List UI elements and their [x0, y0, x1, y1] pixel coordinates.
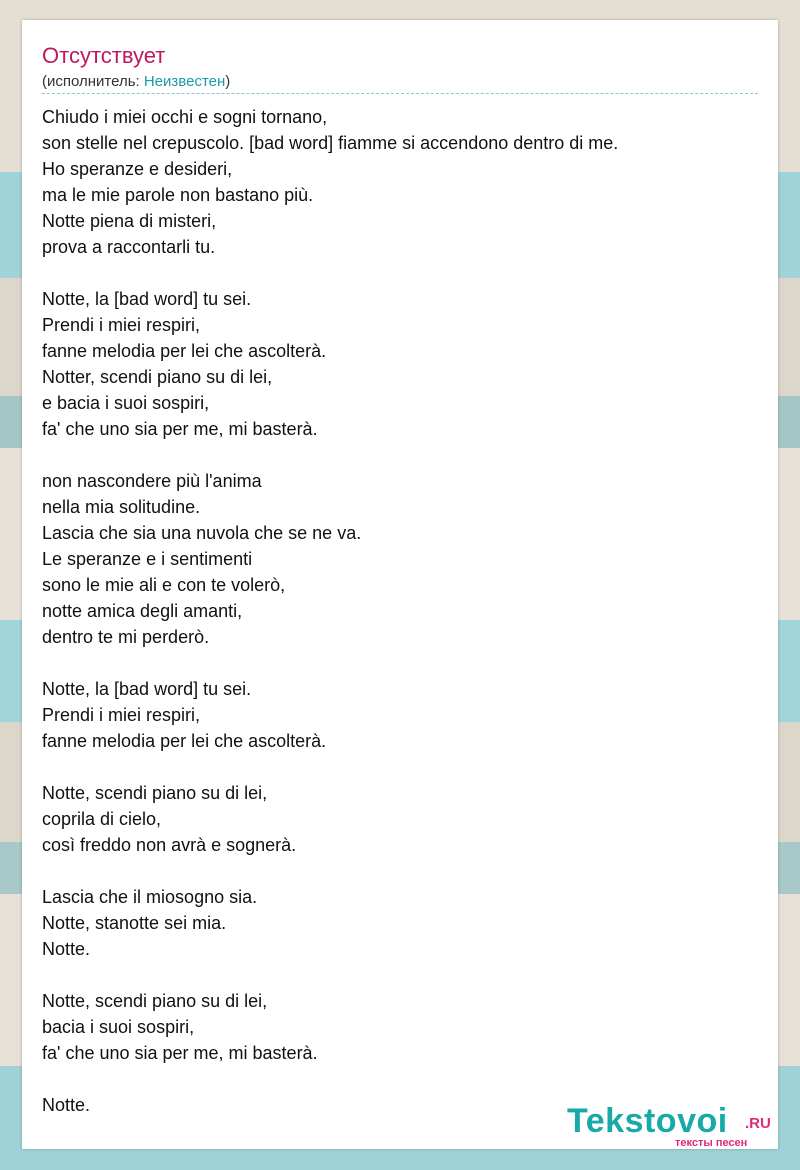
lyric-line: Notte, stanotte sei mia.	[42, 913, 227, 933]
artist-line	[42, 72, 230, 92]
lyric-line: Lascia che sia una nuvola che se ne va.	[42, 523, 362, 543]
lyric-line: Notte, la [bad word] tu sei.	[42, 289, 252, 309]
lyrics-stanza	[42, 988, 758, 1066]
lyric-line: Notte, la [bad word] tu sei.	[42, 679, 252, 699]
lyric-line: ma le mie parole non bastano più.	[42, 185, 314, 205]
lyric-line: Le speranze e i sentimenti	[42, 549, 253, 569]
lyric-line: e bacia i suoi sospiri,	[42, 393, 210, 413]
lyric-line: fanne melodia per lei che ascolterà.	[42, 731, 327, 751]
artist-link[interactable]: Неизвестен	[143, 73, 226, 90]
lyrics-stanza	[42, 104, 758, 260]
lyric-line: nella mia solitudine.	[42, 497, 201, 517]
lyric-line: notte amica degli amanti,	[42, 601, 243, 621]
lyric-line: son stelle nel crepuscolo. [bad word] fiamme si accendono dentro di me.	[42, 133, 619, 153]
lyric-line: non nascondere più l'anima	[42, 471, 262, 491]
lyric-line: Prendi i miei respiri,	[42, 315, 201, 335]
lyric-line: fanne melodia per lei che ascolterà.	[42, 341, 327, 361]
lyric-line: Notte.	[42, 1095, 91, 1115]
lyrics-stanza	[42, 468, 758, 650]
brand-name: Tekstovoi	[567, 1102, 728, 1140]
lyric-line: Notte.	[42, 939, 91, 959]
lyric-line: Ho speranze e desideri,	[42, 159, 233, 179]
lyric-line: Notte, scendi piano su di lei,	[42, 991, 268, 1011]
brand-logo[interactable]	[567, 1102, 777, 1148]
lyric-line: Lascia che il miosogno sia.	[42, 887, 258, 907]
song-title: Отсутствует	[42, 43, 166, 68]
lyric-line: coprila di cielo,	[42, 809, 162, 829]
title-divider	[42, 93, 758, 94]
lyric-line: prova a raccontarli tu.	[42, 237, 216, 257]
lyric-line: fa' che uno sia per me, mi basterà.	[42, 419, 318, 439]
lyrics-stanza	[42, 676, 758, 754]
lyrics-stanza	[42, 780, 758, 858]
lyric-line: così freddo non avrà e sognerà.	[42, 835, 297, 855]
brand-tld: .RU	[745, 1115, 771, 1132]
lyric-line: fa' che uno sia per me, mi basterà.	[42, 1043, 318, 1063]
lyric-line: Chiudo i miei occhi e sogni tornano,	[42, 107, 328, 127]
artist-prefix: (исполнитель:	[42, 73, 144, 90]
lyric-line: dentro te mi perderò.	[42, 627, 210, 647]
lyric-line: Notte, scendi piano su di lei,	[42, 783, 268, 803]
lyric-line: bacia i suoi sospiri,	[42, 1017, 195, 1037]
brand-tagline: тексты песен	[675, 1137, 748, 1149]
lyrics-stanza	[42, 884, 758, 962]
lyric-line: Prendi i miei respiri,	[42, 705, 201, 725]
artist-suffix: )	[225, 73, 231, 90]
lyric-line: sono le mie ali e con te volerò,	[42, 575, 286, 595]
lyric-line: Notte piena di misteri,	[42, 211, 217, 231]
lyrics-stanza	[42, 286, 758, 442]
lyrics-sheet	[22, 20, 778, 1149]
lyric-line: Notter, scendi piano su di lei,	[42, 367, 273, 387]
lyrics-body	[42, 104, 758, 1144]
